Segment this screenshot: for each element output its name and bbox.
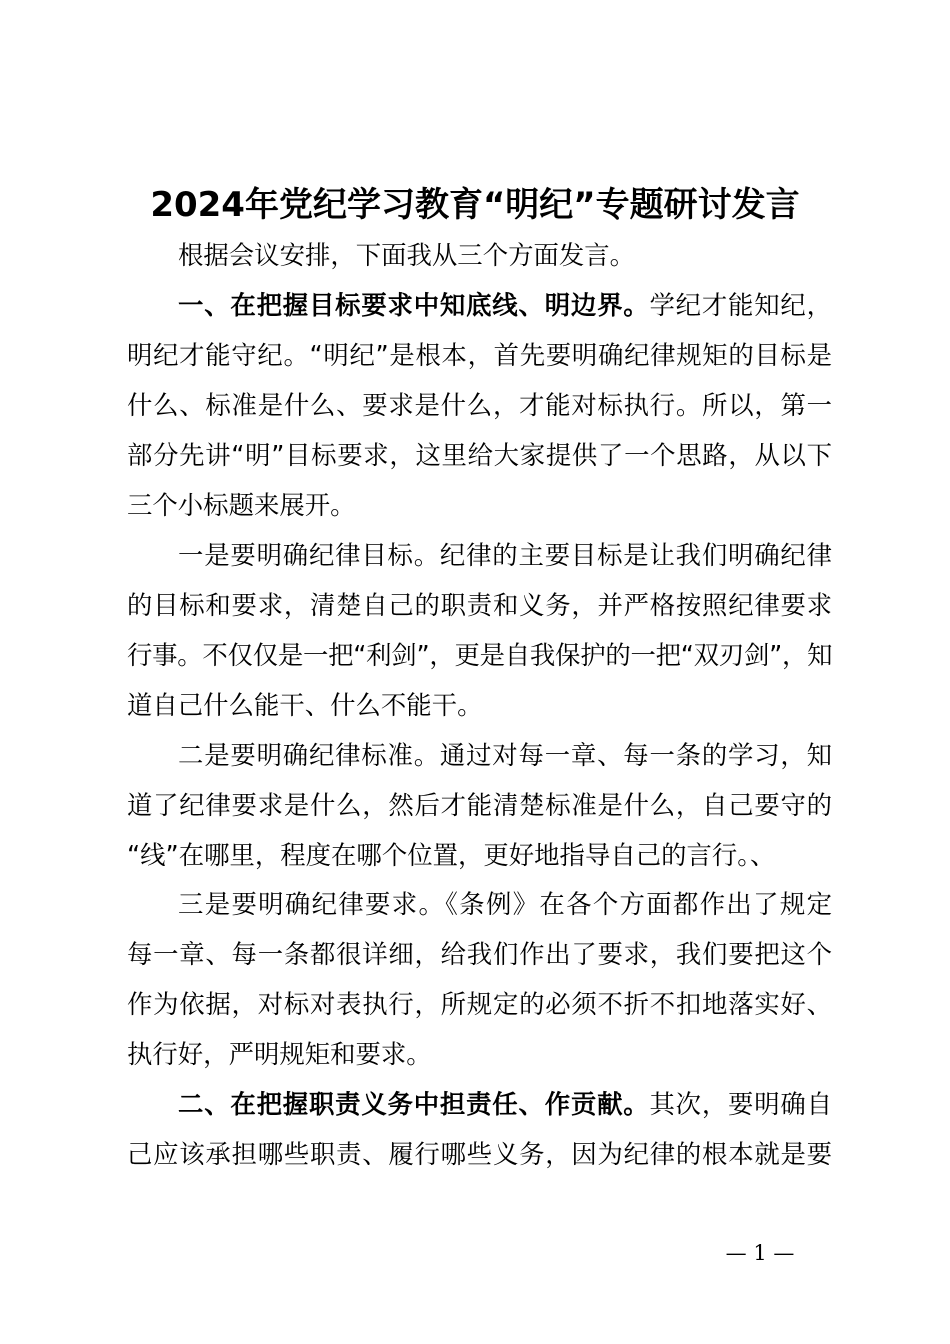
body-line: 根据会议安排，下面我从三个方面发言。 bbox=[178, 240, 636, 270]
body-line: 二、在把握职责义务中担责任、作贡献。其次，要明确自 bbox=[178, 1089, 833, 1119]
body-line: 一是要明确纪律目标。纪律的主要目标是让我们明确纪律 bbox=[178, 540, 832, 570]
body-line: 部分先讲“明”目标要求，这里给大家提供了一个思路，从以下 bbox=[127, 440, 832, 470]
body-line: “线”在哪里，程度在哪个位置，更好地指导自己的言行。、 bbox=[127, 840, 776, 870]
body-line: 己应该承担哪些职责、履行哪些义务，因为纪律的根本就是要 bbox=[127, 1139, 832, 1169]
body-line: 的目标和要求，清楚自己的职责和义务，并严格按照纪律要求 bbox=[127, 590, 832, 620]
page-number: — 1 — bbox=[725, 1241, 795, 1265]
section-heading: 二、在把握职责义务中担责任、作贡献。 bbox=[178, 1089, 650, 1119]
body-line: 明纪才能守纪。“明纪”是根本，首先要明确纪律规矩的目标是 bbox=[127, 340, 832, 370]
body-line: 执行好，严明规矩和要求。 bbox=[127, 1039, 432, 1069]
body-line: 三是要明确纪律要求。《条例》在各个方面都作出了规定 bbox=[178, 889, 832, 919]
body-line: 什么、标准是什么、要求是什么，才能对标执行。所以，第一 bbox=[127, 390, 832, 420]
document-title: 2024年党纪学习教育“明纪”专题研讨发言 bbox=[150, 185, 800, 225]
body-line: 二是要明确纪律标准。通过对每一章、每一条的学习，知 bbox=[178, 740, 832, 770]
body-line: 行事。不仅仅是一把“利剑”，更是自我保护的一把“双刃剑”，知 bbox=[127, 640, 833, 670]
body-line: 三个小标题来展开。 bbox=[127, 490, 356, 520]
body-line: 作为依据，对标对表执行，所规定的必须不折不扣地落实好、 bbox=[127, 989, 832, 1019]
body-line: 道了纪律要求是什么，然后才能清楚标准是什么，自己要守的 bbox=[127, 790, 832, 820]
body-line: 道自己什么能干、什么不能干。 bbox=[127, 690, 483, 720]
section-heading: 一、在把握目标要求中知底线、明边界。 bbox=[178, 290, 650, 320]
body-line: 每一章、每一条都很详细，给我们作出了要求，我们要把这个 bbox=[127, 939, 832, 969]
body-line: 一、在把握目标要求中知底线、明边界。学纪才能知纪， bbox=[178, 290, 833, 320]
